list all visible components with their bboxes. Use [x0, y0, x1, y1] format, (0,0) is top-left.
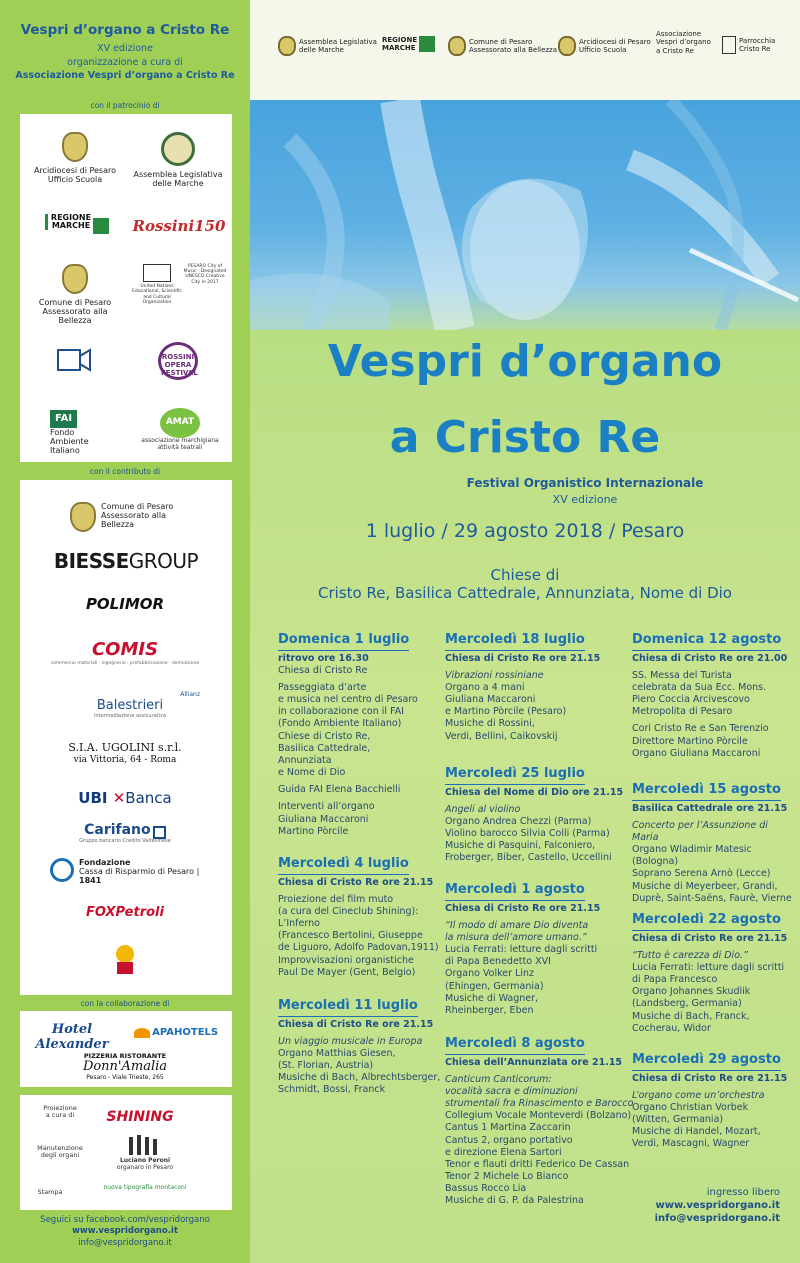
festival-dates: 1 luglio / 29 agosto 2018 / Pesaro [365, 520, 685, 542]
mascot-logo [100, 940, 150, 982]
balestrieri-logo [60, 692, 200, 720]
event-line: (Landsberg, Germania) [632, 998, 742, 1010]
festival-edition: XV edizione [552, 493, 618, 506]
event-line: Cori Cristo Re e San Terenzio [632, 723, 769, 735]
event-line: Metropolita di Pesaro [632, 706, 733, 718]
event-details [632, 803, 797, 905]
event-line: Tenor e flauti dritti Federico De Cassan [445, 1158, 630, 1170]
event-line: Chiesa di Cristo Re ore 21.00 [632, 652, 788, 664]
fondazione-logo: Fondazione Cassa di Risparmio di Pesaro | 1841 [50, 858, 210, 886]
event-details [445, 1057, 635, 1208]
header-associazione [656, 30, 711, 55]
fai-badge: FAI [50, 410, 77, 428]
event-line: Chiesa di Cristo Re ore 21.15 [278, 876, 434, 888]
fai-name-2: Ambiente [50, 436, 89, 446]
arcidiocesi-name: Arcidiocesi di Pesaro [33, 166, 117, 176]
poster-main [250, 0, 800, 1263]
proiezione-text: Proiezione [43, 1104, 77, 1112]
event-line: ritrovo ore 16.30 [278, 652, 369, 664]
event-line: Giuliana Maccaroni [278, 813, 369, 825]
regione-text: REGIONE [50, 213, 92, 222]
event-line: Chiesa di Cristo Re ore 21.15 [445, 902, 601, 914]
event-line: Organo Matthias Giesen, [278, 1047, 396, 1059]
event-line: (Ehingen, Germania) [445, 980, 544, 992]
event-line: in collaborazione con il FAI [278, 706, 404, 718]
event-line: Schmidt, Bossi, Franck [278, 1084, 386, 1096]
ubi-logo [60, 790, 190, 807]
event-line: Chiesa del Nome di Dio ore 21.15 [445, 786, 624, 798]
hotel-alexander-logo [32, 1023, 112, 1053]
event-line: Musiche di Bach, Franck, [632, 1010, 750, 1022]
pesaro-unesco-logo [182, 264, 228, 285]
header-arcidiocesi-1: Arcidiocesi di Pesaro [579, 37, 651, 46]
event-line: Chiese di Cristo Re, [278, 730, 371, 742]
event-line: Improvvisazioni organistiche [278, 954, 414, 966]
fondazione-knot-icon [50, 858, 74, 882]
event-line: Cocherau, Widor [632, 1022, 711, 1034]
event-line: celebrata da Sua Ecc. Mons. [632, 681, 767, 693]
event-line: Collegium Vocale Monteverdi (Bolzano) [445, 1110, 632, 1122]
event-line: (Francesco Bertolini, Giuseppe [278, 930, 423, 942]
event-line: Martino Pòrcile [278, 825, 349, 837]
event-details [632, 1073, 797, 1151]
unesco-text: United Nations Educational, Scientific and Cultural Organization [132, 284, 182, 305]
sidebar [0, 0, 250, 1263]
event-9 [632, 782, 797, 905]
event-line: e Nome di Dio [278, 767, 346, 779]
event-line: Organo Wladimir Matesic [632, 844, 752, 856]
event-day: Mercoledì 1 agosto [445, 882, 585, 901]
fai-name-3: Italiano [50, 445, 80, 455]
balestrieri-text: Balestrieri [96, 697, 164, 713]
event-line: Canticum Canticorum: [445, 1073, 552, 1085]
manutenzione-label [30, 1145, 90, 1160]
hotel-text: Hotel Alexander [35, 1022, 109, 1052]
carifano-text: Carifano [84, 822, 151, 838]
event-line: e Martino Pòrcile (Pesaro) [445, 706, 567, 718]
poster-footer [655, 1186, 780, 1225]
amat-desc: associazione marchigiana attività teatrali [141, 437, 219, 451]
event-line: de Liguoro, Adolfo Padovan,1911) [278, 942, 439, 954]
donna-amalia-text: Donn'Amalia [82, 1059, 168, 1075]
event-line: SS. Messa del Turista [632, 669, 732, 681]
apa-text: APAHOTELS [152, 1027, 219, 1038]
event-1 [278, 632, 448, 838]
amat-badge: AMAT [160, 408, 200, 438]
event-line: Rheinberger, Eben [445, 1004, 534, 1016]
regione-flag-icon [93, 218, 109, 234]
event-day: Mercoledì 8 agosto [445, 1036, 585, 1055]
event-line: (a cura del Cineclub Shining): [278, 905, 419, 917]
chiese-list: Cristo Re, Basilica Cattedrale, Annunziata, Nome di Dio [318, 584, 732, 602]
event-6 [445, 882, 625, 1017]
event-line: Passeggiata d’arte [278, 681, 367, 693]
header-associazione-1: Associazione [656, 30, 702, 38]
facebook-link[interactable]: Seguici su facebook.com/vespridorgano [40, 1215, 210, 1225]
event-line: Basilica Cattedrale, [278, 742, 371, 754]
comis-desc: commercio materiali · ingegneria · prefabbricazione · demolizione [50, 660, 200, 666]
church-icon [722, 36, 736, 54]
event-line: vocalità sacra e diminuzioni [445, 1085, 578, 1097]
stampa-label: Stampa [37, 1188, 63, 1196]
event-line: Verdi, Mascagni, Wagner [632, 1138, 750, 1150]
patrocinio-label: con il patrocinio di [90, 101, 160, 110]
comis-logo [50, 640, 200, 666]
poster-title-line2: a Cristo Re [389, 412, 661, 463]
event-line: Piero Coccia Arcivescovo [632, 694, 750, 706]
header-parrocchia [722, 36, 775, 54]
event-5 [445, 766, 625, 865]
header-logos [250, 0, 800, 100]
rossini150-logo [130, 218, 228, 235]
event-3 [278, 998, 448, 1097]
event-line: Musiche di G. P. da Palestrina [445, 1195, 584, 1207]
event-day: Mercoledì 15 agosto [632, 782, 781, 801]
event-day: Mercoledì 4 luglio [278, 856, 409, 875]
event-line: Chiesa di Cristo Re ore 21.15 [278, 1018, 434, 1030]
event-line: Proiezione del film muto [278, 893, 394, 905]
event-line: Paul De Mayer (Gent, Belgio) [278, 966, 416, 978]
event-line: Tenor 2 Michele Lo Bianco [445, 1171, 569, 1183]
event-line: Organo Andrea Chezzi (Parma) [445, 815, 592, 827]
comune-sponsor-name: Comune di Pesaro [101, 502, 174, 511]
peroni-desc: organaro in Pesaro [116, 1163, 174, 1171]
event-day: Mercoledì 29 agosto [632, 1052, 781, 1071]
services-panel [20, 1095, 232, 1210]
event-line: Concerto per l’Assunzione di Maria [632, 819, 768, 843]
event-line: Basilica Cattedrale ore 21.15 [632, 802, 788, 814]
event-line: “Tutto è carezza di Dio.” [632, 949, 748, 961]
ingresso-libero: ingresso libero [706, 1187, 780, 1198]
sidebar-header [0, 0, 250, 81]
footer-website-link[interactable]: www.vespridorgano.it [655, 1200, 780, 1211]
sponsors-panel [20, 480, 232, 995]
manutenzione-organi: degli organi [40, 1151, 80, 1160]
rof-text: ROSSINI OPERA FESTIVAL [158, 342, 198, 380]
event-line: Chiesa dell’Annunziata ore 21.15 [445, 1056, 623, 1068]
event-line: e musica nel centro di Pesaro [278, 694, 418, 706]
assemblea-region: delle Marche [152, 179, 204, 189]
header-parrocchia-1: Parrocchia [739, 36, 776, 45]
ubi-x-icon: ✕ [112, 789, 126, 807]
event-line: Organo a 4 mani [445, 681, 525, 693]
unesco-logo [132, 264, 182, 305]
allianz-text: Allianz [180, 691, 200, 698]
header-comune [448, 36, 557, 56]
sidebar-edition: XV edizione [97, 43, 153, 54]
angel-illustration-icon [250, 100, 800, 330]
event-line: Angeli al violino [445, 803, 521, 815]
event-day: Domenica 1 luglio [278, 632, 409, 651]
event-10 [632, 912, 797, 1035]
festival-subtitle: Festival Organistico Internazionale [466, 476, 704, 490]
event-line: Verdi, Bellini, Caikovskij [445, 730, 558, 742]
event-line: la misura dell’amore umano.” [445, 931, 587, 943]
event-line: Interventi all’organo [278, 801, 375, 813]
donna-amalia-logo [40, 1053, 210, 1082]
comune-seal-icon [62, 264, 88, 294]
biesse-logo [22, 550, 230, 573]
header-comune-2: Assessorato alla Bellezza [469, 46, 558, 54]
event-details [445, 653, 625, 743]
header-comune-1: Comune di Pesaro [469, 37, 533, 46]
event-day: Mercoledì 25 luglio [445, 766, 585, 785]
event-8 [632, 632, 797, 760]
event-11 [632, 1052, 797, 1151]
event-details [278, 1019, 448, 1097]
comune-sponsor-seal-icon [70, 502, 96, 532]
foxpetroli-logo [70, 906, 180, 921]
amat-logo [132, 408, 228, 452]
event-line: Musiche di Meyerbeer, Grandi, [632, 880, 778, 892]
fai-logo [50, 410, 110, 455]
event-line: Un viaggio musicale in Europa [278, 1035, 423, 1047]
header-regione-1: REGIONE [382, 36, 418, 44]
event-day: Mercoledì 18 luglio [445, 632, 585, 651]
chiese-label: Chiese di [490, 566, 560, 584]
event-line: Organo Volker Linz [445, 968, 535, 980]
group-text: GROUP [128, 549, 199, 573]
event-line: L’Inferno [278, 918, 320, 930]
sidebar-org-line: organizzazione a cura di [67, 57, 183, 68]
event-line: Annunziata [278, 754, 332, 766]
peroni-logo [100, 1135, 190, 1172]
header-assemblea-1: Assemblea Legislativa [299, 37, 377, 46]
event-line: L’organo come un’orchestra [632, 1089, 765, 1101]
event-line: Chiesa di Cristo Re ore 21.15 [445, 652, 601, 664]
arcidiocesi-logo [26, 132, 124, 184]
peroni-name: Luciano Peroni [119, 1156, 171, 1164]
footer-email-link[interactable]: info@vespridorgano.it [654, 1213, 780, 1224]
header-associazione-2: Vespri d’organo [656, 38, 711, 47]
shining-text: SHINING [106, 1109, 174, 1125]
header-arcidiocesi [558, 36, 651, 56]
pesaro-unesco-text: PESARO City of Music · Designated UNESCO Creative City in 2017 [183, 264, 227, 285]
header-regione [382, 36, 435, 53]
contributo-label: con il contributo di [89, 467, 161, 476]
event-line: Violino barocco Silvia Colli (Parma) [445, 828, 610, 840]
assemblea-logo [128, 132, 228, 188]
event-line: “Il modo di amare Dio diventa [445, 919, 589, 931]
rossini150-text: Rossini150 [132, 217, 226, 235]
comune-name: Comune di Pesaro [38, 298, 112, 308]
collab-panel [20, 1011, 232, 1087]
event-line: Musiche di Bach, Albrechtsberger, [278, 1072, 441, 1084]
sidebar-footer [0, 1215, 250, 1249]
organ-pipes-icon [125, 1135, 165, 1155]
comis-text: COMIS [91, 639, 159, 660]
event-details [278, 877, 448, 979]
regione-marche-logo [42, 214, 112, 234]
fondazione-year: 1841 [79, 876, 102, 886]
event-line: di Papa Francesco [632, 974, 718, 986]
sidebar-title: Vespri d’organo a Cristo Re [20, 22, 230, 38]
event-line: Froberger, Biber, Castello, Uccellini [445, 852, 612, 864]
event-line: e direzione Elena Sartori [445, 1146, 562, 1158]
comune-sponsor-dept: Assessorato alla Bellezza [101, 511, 166, 530]
event-details [445, 903, 625, 1017]
event-line: Cantus 1 Martina Zaccarin [445, 1122, 571, 1134]
event-line: Lucia Ferrati: letture dagli scritti [445, 944, 598, 956]
apahotels-logo [126, 1027, 226, 1039]
comune-logo [26, 264, 124, 326]
event-day: Mercoledì 11 luglio [278, 998, 418, 1017]
header-associazione-3: a Cristo Re [656, 46, 694, 55]
event-line: Duprè, Saint-Saëns, Faurè, Vierne [632, 892, 792, 904]
event-line: Chiesa di Cristo Re ore 21.15 [632, 932, 788, 944]
event-4 [445, 632, 625, 743]
assemblea-seal-icon [161, 132, 195, 166]
unesco-temple-icon [143, 264, 171, 282]
collaborazione-label: con la collaborazione di [80, 999, 170, 1008]
event-line: Soprano Serena Arnò (Lecce) [632, 868, 771, 880]
foxpetroli-text: FOXPetroli [86, 905, 164, 920]
comune-dept: Assessorato alla Bellezza [42, 307, 108, 326]
event-details [278, 653, 448, 838]
website-link[interactable]: www.vespridorgano.it [72, 1226, 178, 1237]
ubi-text: UBI [78, 789, 108, 807]
event-line: Bassus Rocco Lia [445, 1183, 527, 1195]
event-line: Cantus 2, organo portativo [445, 1134, 573, 1146]
balestrieri-desc: intermediazione assicurativa [93, 712, 167, 719]
event-details [632, 653, 797, 760]
proiezione-cura: a cura di [45, 1111, 75, 1120]
event-line: Musiche di Wagner, [445, 992, 539, 1004]
event-line: Lucia Ferrati: letture dagli scritti [632, 961, 785, 973]
pizzeria-text: PIZZERIA RISTORANTE [83, 1052, 167, 1060]
event-line: Organo Johannes Skudlik [632, 986, 751, 998]
event-line: Musiche di Pasquini, Falconiero, [445, 840, 596, 852]
header-regione-icon [419, 36, 435, 52]
comune-sponsor-logo [70, 502, 200, 534]
carifano-desc: Gruppo bancario Credito Valtellinese [79, 837, 171, 844]
donna-amalia-address: Pesaro - Viale Trieste, 265 [86, 1074, 164, 1082]
ugolini-logo [40, 742, 210, 765]
event-line: Giuliana Maccaroni [445, 694, 536, 706]
marche-text: MARCHE [51, 221, 91, 230]
event-line: Musiche di Handel, Mozart, [632, 1126, 761, 1138]
camera-icon [52, 342, 92, 376]
banca-text: Banca [125, 789, 172, 807]
event-line: Guida FAI Elena Bacchielli [278, 784, 401, 796]
header-assemblea-2: delle Marche [299, 46, 344, 54]
arcidiocesi-seal-icon [62, 132, 88, 162]
header-regione-2: MARCHE [382, 44, 416, 53]
biesse-text: BIESSE [53, 549, 129, 573]
carifano-check-icon [153, 826, 166, 839]
arcidiocesi-header-icon [558, 36, 576, 56]
event-day: Domenica 12 agosto [632, 632, 781, 651]
event-line: Vibrazioni rossiniane [445, 669, 544, 681]
angel-artwork [250, 100, 800, 330]
event-day: Mercoledì 22 agosto [632, 912, 781, 931]
polimor-text: POLIMOR [85, 595, 165, 613]
header-parrocchia-2: Cristo Re [739, 45, 771, 53]
event-details [445, 787, 625, 865]
proiezione-label [30, 1105, 90, 1120]
poster-title-line1: Vespri d’organo [327, 336, 723, 387]
fai-name-1: Fondo [50, 427, 75, 437]
mascot-icon [105, 940, 145, 980]
shining-logo [100, 1109, 180, 1125]
fondazione-label: Fondazione [79, 858, 131, 867]
event-line: (Bologna) [632, 856, 679, 868]
polimor-logo [60, 596, 190, 613]
event-line: (St. Florian, Austria) [278, 1060, 374, 1072]
tipografia-logo: nuova tipografia montaconi [103, 1184, 187, 1191]
ugolini-name: S.I.A. UGOLINI s.r.l. [68, 741, 182, 754]
event-line: Musiche di Rossini, [445, 718, 535, 730]
sidebar-org-name: Associazione Vespri d’organo a Cristo Re [15, 70, 235, 81]
rof-logo [148, 342, 208, 380]
cinema-foundation-logo [42, 342, 102, 378]
event-line: Chiesa di Cristo Re [278, 664, 368, 676]
carifano-logo [60, 822, 190, 844]
event-7 [445, 1036, 635, 1208]
header-arcidiocesi-2: Ufficio Scuola [579, 46, 627, 54]
arcidiocesi-office: Ufficio Scuola [47, 175, 103, 185]
patrons-panel [20, 114, 232, 462]
event-details [632, 933, 797, 1035]
comune-header-icon [448, 36, 466, 56]
event-line: (Fondo Ambiente Italiano) [278, 718, 402, 730]
event-line: Chiesa di Cristo Re ore 21.15 [632, 1072, 788, 1084]
fondazione-name: Cassa di Risparmio di Pesaro [79, 867, 195, 877]
email-link[interactable]: info@vespridorgano.it [78, 1237, 172, 1248]
assemblea-name: Assemblea Legislativa [133, 170, 223, 180]
event-line: di Papa Benedetto XVI [445, 956, 551, 968]
event-line: strumentali fra Rinascimento e Barocco [445, 1098, 634, 1110]
header-assemblea [278, 36, 377, 56]
event-line: Organo Giuliana Maccaroni [632, 747, 761, 759]
apa-sun-icon [134, 1028, 150, 1038]
event-line: Organo Christian Vorbek [632, 1101, 749, 1113]
event-2 [278, 856, 448, 979]
manutenzione-text: Manutenzione [37, 1144, 83, 1152]
ugolini-address: via Vittoria, 64 - Roma [73, 754, 177, 765]
event-line: Direttore Martino Pòrcile [632, 735, 748, 747]
assemblea-header-icon [278, 36, 296, 56]
event-line: (Witten, Germania) [632, 1114, 724, 1126]
